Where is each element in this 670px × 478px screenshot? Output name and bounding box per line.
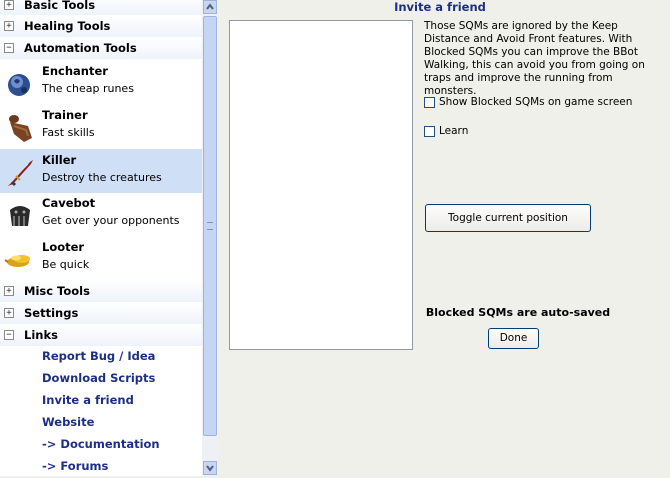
link-website[interactable]: Website xyxy=(42,415,95,429)
tool-title: Cavebot xyxy=(42,196,96,210)
cave-bot-icon xyxy=(4,200,36,232)
enchant-rune-icon xyxy=(4,68,36,100)
tool-desc: Be quick xyxy=(42,258,90,271)
section-misc-tools[interactable] xyxy=(0,280,202,302)
tool-desc: Destroy the creatures xyxy=(42,171,162,184)
expand-icon[interactable]: + xyxy=(4,286,14,296)
link-download-scripts[interactable]: Download Scripts xyxy=(42,371,156,385)
checkbox-box[interactable] xyxy=(424,97,435,108)
tool-item-looter[interactable] xyxy=(0,236,202,280)
section-label: Healing Tools xyxy=(24,19,111,33)
expand-icon[interactable]: + xyxy=(4,21,14,31)
link-documentation[interactable]: -> Documentation xyxy=(42,437,160,451)
expand-icon[interactable]: + xyxy=(4,0,14,10)
tool-item-enchanter[interactable] xyxy=(0,60,202,104)
section-basic-tools[interactable] xyxy=(0,0,202,16)
chevron-down-icon xyxy=(204,462,216,474)
tool-item-cavebot[interactable] xyxy=(0,192,202,236)
checkbox-box[interactable] xyxy=(424,126,435,137)
autosaved-note: Blocked SQMs are auto-saved xyxy=(425,306,611,319)
done-button[interactable]: Done xyxy=(488,328,539,349)
section-label: Settings xyxy=(24,306,79,320)
trainer-dummy-icon xyxy=(4,112,36,144)
tool-desc: The cheap runes xyxy=(42,82,134,95)
section-healing-tools[interactable] xyxy=(0,15,202,37)
link-report-bug[interactable]: Report Bug / Idea xyxy=(42,349,156,363)
scroll-thumb[interactable] xyxy=(203,16,217,436)
tool-title: Trainer xyxy=(42,108,88,122)
checkbox-label: Learn xyxy=(439,125,469,137)
tool-item-killer[interactable] xyxy=(0,149,202,193)
tool-title: Enchanter xyxy=(42,64,108,78)
scroll-down-button[interactable] xyxy=(203,461,217,475)
tool-item-trainer[interactable] xyxy=(0,104,202,148)
tool-title: Killer xyxy=(42,153,77,167)
show-blocked-checkbox[interactable] xyxy=(424,96,632,108)
scroll-up-button[interactable] xyxy=(203,0,217,14)
link-forums[interactable]: -> Forums xyxy=(42,459,109,473)
collapse-icon[interactable]: − xyxy=(4,43,14,53)
tool-title: Looter xyxy=(42,240,85,254)
link-invite-friend[interactable]: Invite a friend xyxy=(42,393,134,407)
learn-checkbox[interactable] xyxy=(424,125,468,137)
tool-desc: Fast skills xyxy=(42,126,95,139)
collapse-icon[interactable]: − xyxy=(4,330,14,340)
section-links[interactable] xyxy=(0,324,202,346)
chevron-up-icon xyxy=(204,1,216,13)
section-label: Basic Tools xyxy=(24,0,96,12)
section-label: Misc Tools xyxy=(24,284,90,298)
sword-icon xyxy=(4,157,36,189)
section-label: Automation Tools xyxy=(24,41,137,55)
sidebar xyxy=(0,0,202,476)
blocked-sqm-list[interactable] xyxy=(229,20,413,350)
section-settings[interactable] xyxy=(0,302,202,324)
section-label: Links xyxy=(24,328,58,342)
section-automation-tools[interactable] xyxy=(0,37,202,59)
panel-title: Invite a friend xyxy=(394,0,486,14)
blocked-sqms-panel xyxy=(218,0,670,476)
tool-desc: Get over your opponents xyxy=(42,214,180,227)
sidebar-scrollbar[interactable] xyxy=(202,0,218,476)
grip-icon xyxy=(207,222,213,230)
toggle-position-button[interactable]: Toggle current position xyxy=(425,204,591,232)
gold-coins-icon xyxy=(4,244,36,276)
checkbox-label: Show Blocked SQMs on game screen xyxy=(439,96,633,108)
expand-icon[interactable]: + xyxy=(4,308,14,318)
panel-description: Those SQMs are ignored by the Keep Distance and Avoid Front features. With Blocked SQMs you can improve the BBot Walking, this can avoid you from going on traps and improve the running from monsters. xyxy=(424,20,645,97)
